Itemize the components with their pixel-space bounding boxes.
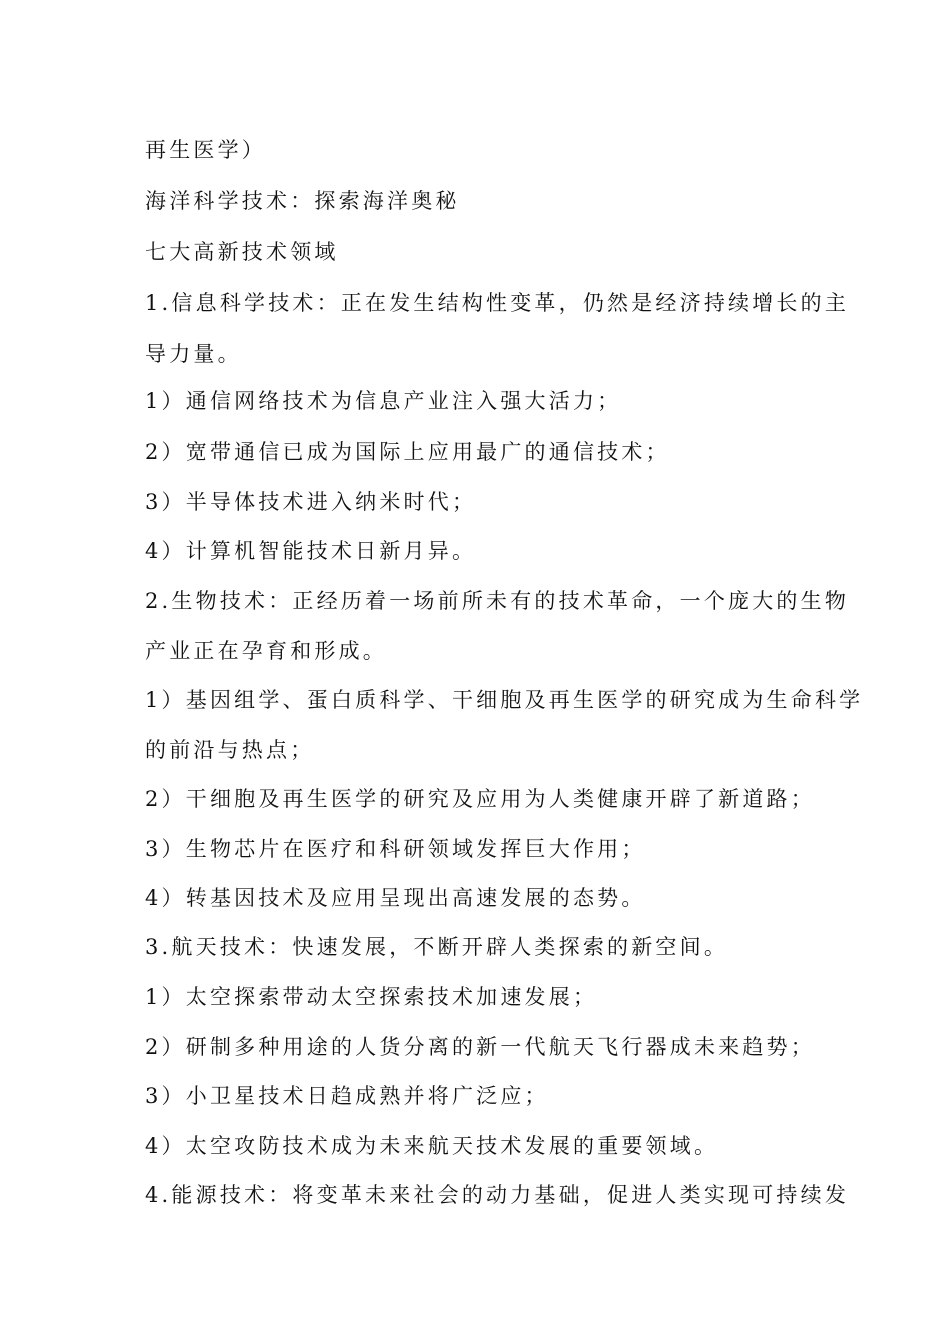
list-item: 4）太空攻防技术成为未来航天技术发展的重要领域。 (145, 1134, 719, 1158)
list-item: 2）研制多种用途的人货分离的新一代航天飞行器成未来趋势； (145, 1035, 815, 1059)
text-line: 导力量。 (145, 342, 242, 366)
list-item: 2）宽带通信已成为国际上应用最广的通信技术； (145, 440, 670, 464)
text-line: 4.能源技术：将变革未来社会的动力基础，促进人类实现可持续发 (145, 1183, 850, 1207)
text-line: 2.生物技术：正经历着一场前所未有的技术革命，一个庞大的生物 (145, 589, 850, 613)
list-item: 4）转基因技术及应用呈现出高速发展的态势。 (145, 886, 646, 910)
text-line: 再生医学） (145, 138, 266, 162)
list-item: 3）小卫星技术日趋成熟并将广泛应； (145, 1084, 549, 1108)
text-line: 3.航天技术：快速发展，不断开辟人类探索的新空间。 (145, 935, 729, 959)
list-item: 4）计算机智能技术日新月异。 (145, 539, 477, 563)
text-line: 的前沿与热点； (145, 738, 315, 762)
list-item: 1）基因组学、蛋白质科学、干细胞及再生医学的研究成为生命科学 (145, 688, 864, 712)
list-item: 1）太空探索带动太空探索技术加速发展； (145, 985, 598, 1009)
text-line: 产业正在孕育和形成。 (145, 639, 387, 663)
list-item: 3）生物芯片在医疗和科研领域发挥巨大作用； (145, 837, 646, 861)
list-item: 3）半导体技术进入纳米时代； (145, 490, 477, 514)
list-item: 2）干细胞及再生医学的研究及应用为人类健康开辟了新道路； (145, 787, 815, 811)
section-heading: 七大高新技术领域 (145, 240, 339, 264)
text-line: 海洋科学技术：探索海洋奥秘 (145, 189, 460, 213)
list-item: 1）通信网络技术为信息产业注入强大活力； (145, 389, 622, 413)
text-line: 1.信息科学技术：正在发生结构性变革，仍然是经济持续增长的主 (145, 291, 850, 315)
